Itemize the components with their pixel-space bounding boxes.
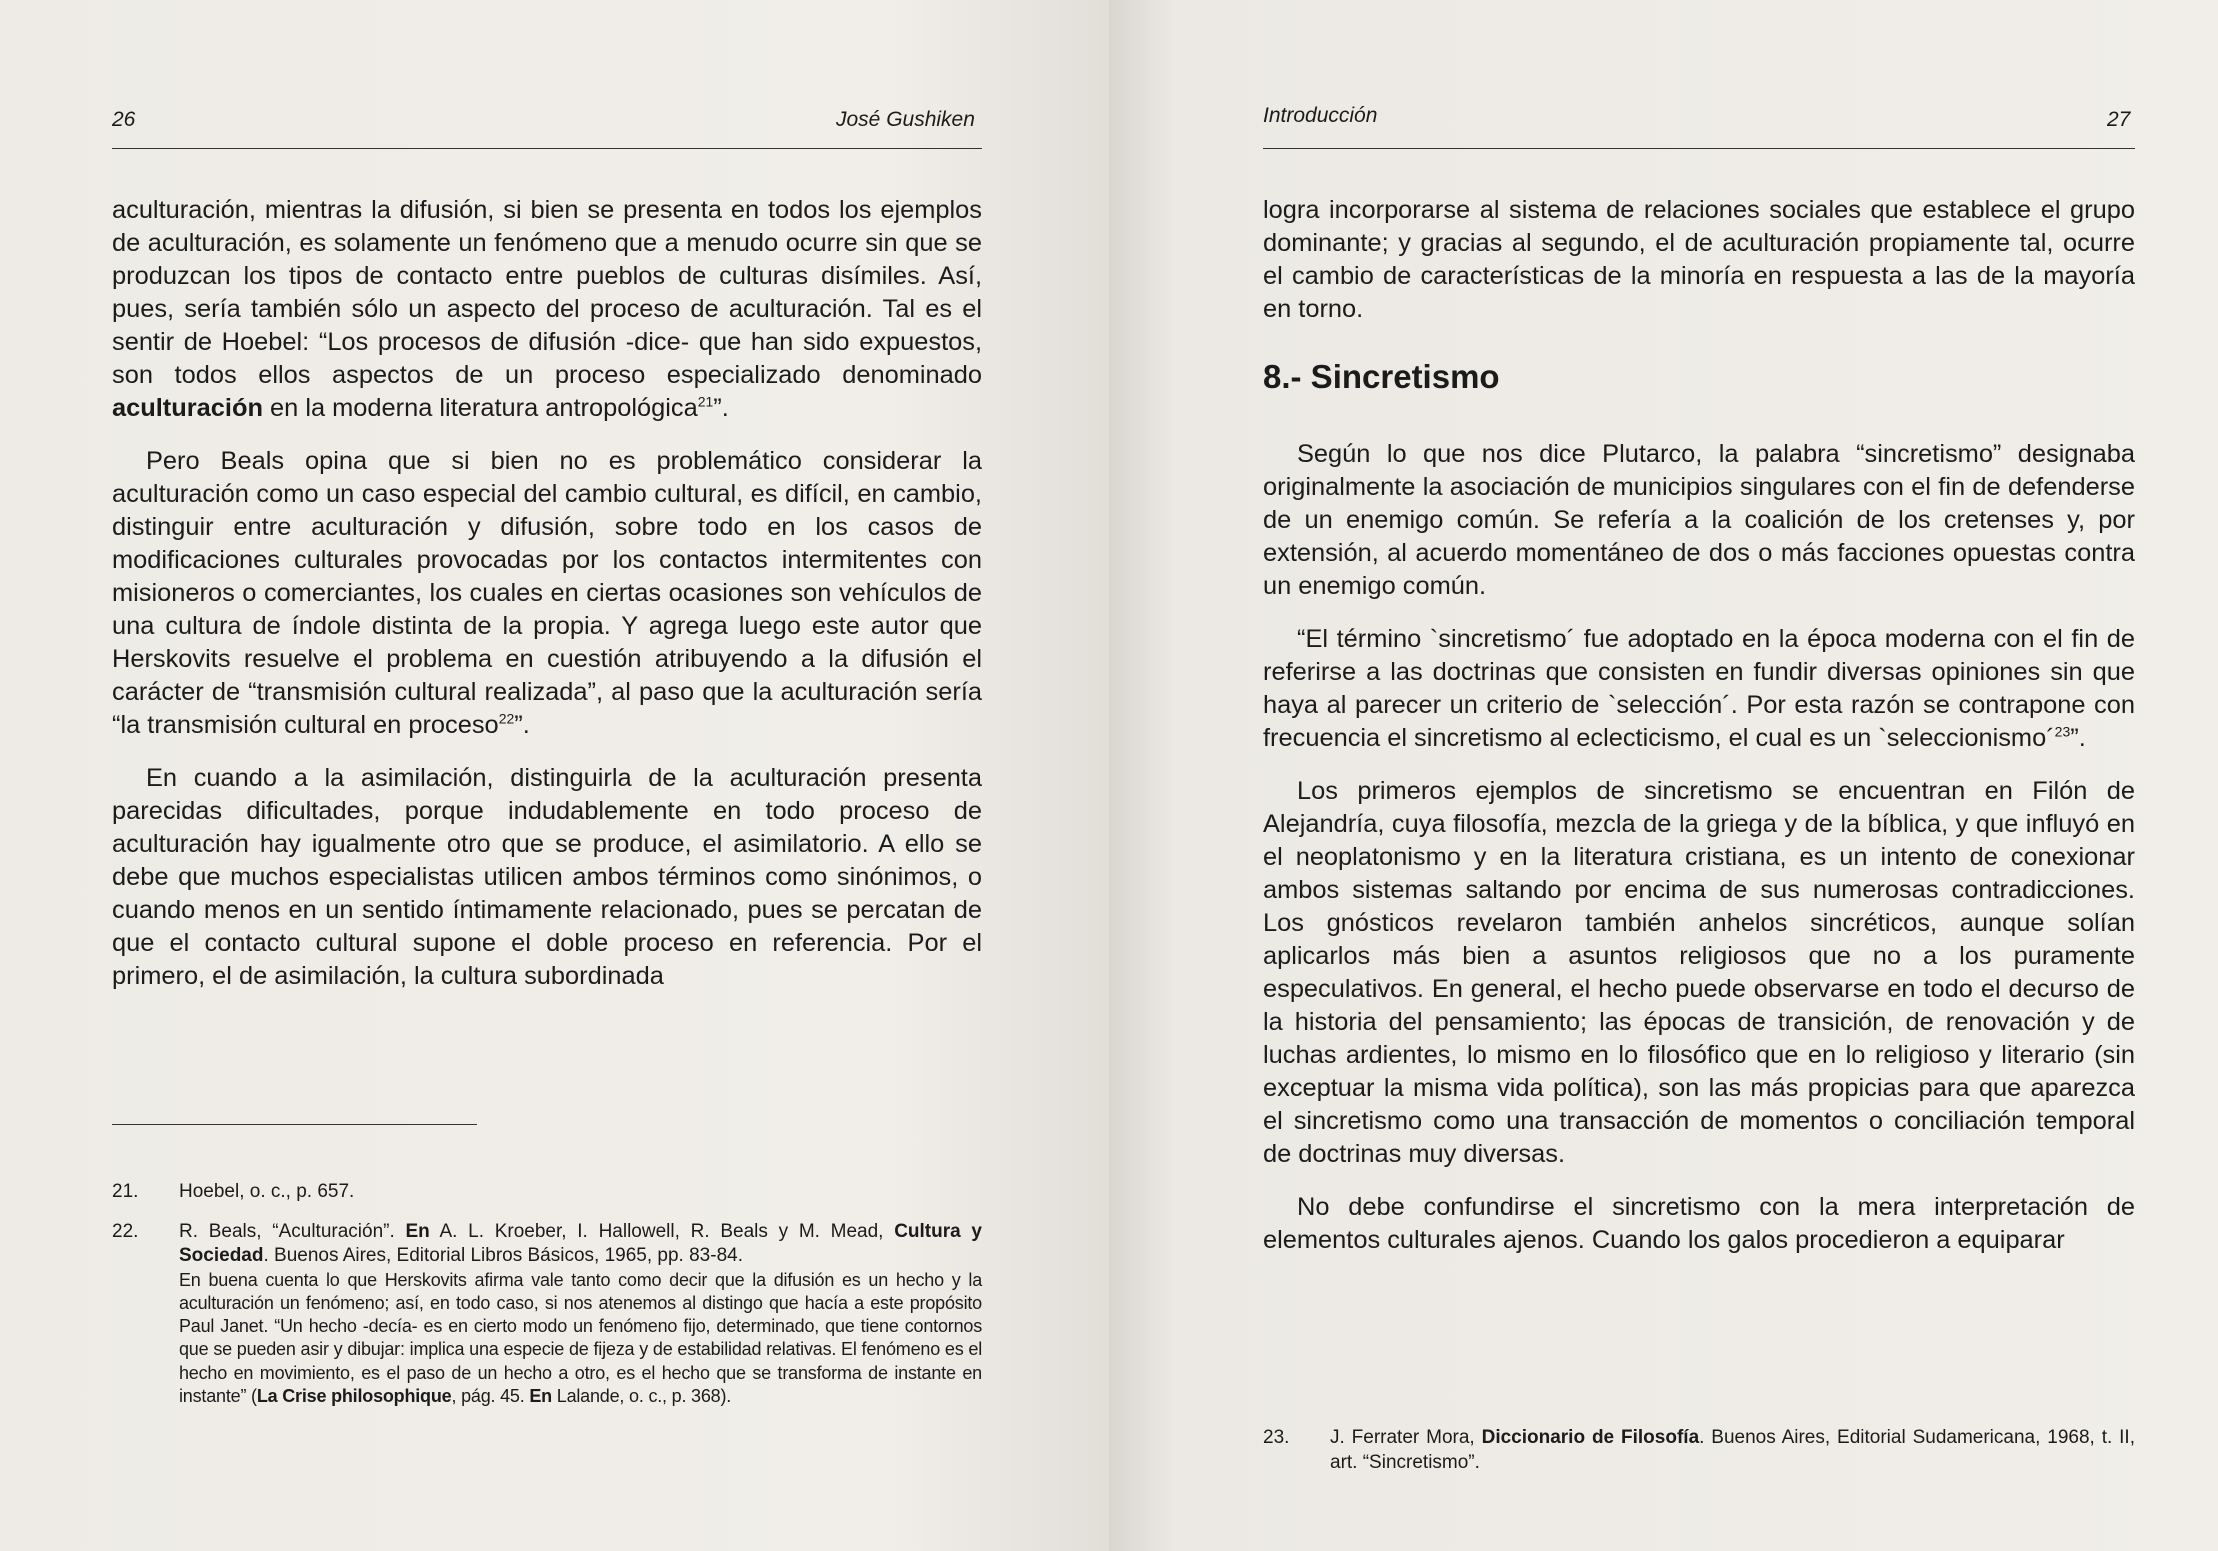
paragraph: logra incorporarse al sistema de relaciones sociales que establece el grupo dominante; y gracias al segundo, el de aculturación propiamente tal, ocurre el cambio de características de la minoría en respuesta a las de la mayoría en torno. [1263, 196, 2135, 323]
footnote-note: En buena cuenta lo que Herskovits afirma vale tanto como decir que la difusión es un hecho y la aculturación un fenómeno; así, en todo caso, si nos atenemos al distingo que hacía a este propósito Paul Janet. “Un hecho -decía- es en cierto modo un fenómeno fijo, determinado, que tiene contornos que se pueden asir y dibujar: implica una especie de fijeza y de estabilidad relativas. El fenómeno es el hecho en movimiento, es el paso de un hecho a otro, es el hecho que se transforma de instante en instante” (La Crise philosophique, pág. 45. En Lalande, o. c., p. 368). [179, 1269, 982, 1406]
right-page [1109, 0, 2218, 1551]
section-heading: 8.- Sincretismo [1263, 358, 1500, 395]
footnote-number: 21. [112, 1181, 139, 1202]
footnotes [112, 1180, 982, 1423]
footnote-text: J. Ferrater Mora, Diccionario de Filosofía. Buenos Aires, Editorial Sudamericana, 1968, t. II, art. “Sincretismo”. [1330, 1427, 2135, 1473]
footnotes [1263, 1426, 2135, 1490]
header-rule [112, 148, 982, 149]
paragraph: No debe confundirse el sincretismo con la mera interpretación de elementos culturales ajenos. Cuando los galos procedieron a equiparar [1263, 1193, 2135, 1254]
paragraph: aculturación, mientras la difusión, si bien se presenta en todos los ejemplos de aculturación, es solamente un fenómeno que a menudo ocurre sin que se produzcan los tipos de contacto entre pueblos de culturas disímiles. Así, pues, sería también sólo un aspecto del proceso de aculturación. Tal es el sentir de Hoebel: “Los procesos de difusión -dice- que han sido expuestos, son todos ellos aspectos de un proceso especializado denominado aculturación en la moderna literatura antropológica$^{21}$”. [112, 196, 982, 422]
paragraph: Según lo que nos dice Plutarco, la palabra “sincretismo” designaba originalmente la asociación de municipios singulares con el fin de defenderse de un enemigo común. Se refería a la coalición de los cretenses y, por extensión, al acuerdo momentáneo de dos o más facciones opuestas contra un enemigo común. [1263, 440, 2135, 600]
footnote-ref[interactable]: 21 [697, 393, 714, 410]
quote-paragraph: “El término `sincretismo´ fue adoptado en la época moderna con el fin de referirse a las doctrinas que consisten en fundir diversas opiniones sin que haya al parecer un criterio de `selección´. Por esta razón se contrapone con frecuencia el sincretismo al eclecticismo, el cual es un `seleccionismo´$^{23}$”. [1263, 625, 2135, 752]
footnote-ref[interactable]: 22 [498, 710, 515, 727]
intro-text [1263, 194, 2135, 326]
running-head: Introducción [1263, 104, 1378, 127]
running-head: José Gushiken [836, 108, 975, 131]
footnote-23 [1263, 1426, 2135, 1475]
paragraph: Pero Beals opina que si bien no es problemático considerar la aculturación como un caso especial del cambio cultural, es difícil, en cambio, distinguir entre aculturación y difusión, sobre todo en los casos de modificaciones culturales provocadas por los contactos intermitentes con misioneros o comerciantes, los cuales en ciertas ocasiones son vehículos de una cultura de índole distinta de la propia. Y agrega luego este autor que Herskovits resuelve el problema en cuestión atribuyendo a la difusión el carácter de “transmisión cultural realizada”, al paso que la aculturación sería “la transmisión cultural en proceso$^{22}$”. [112, 447, 982, 739]
footnote-text: R. Beals, “Aculturación”. En A. L. Kroeber, I. Hallowell, R. Beals y M. Mead, Cultura y Sociedad. Buenos Aires, Editorial Libros Básicos, 1965, pp. 83-84. En buena cuenta lo que Herskovits afirma vale tanto como decir que la difusión es un hecho y la aculturación un fenómeno; así, en todo caso, si nos atenemos al distingo que hacía a este propósito Paul Janet. “Un hecho -decía- es en cierto modo un fenómeno fijo, determinado, que tiene contornos que se pueden asir y dibujar: implica una especie de fijeza y de estabilidad relativas. El fenómeno es el hecho en movimiento, es el paso de un hecho a otro, es el hecho que se transforma de instante en instante” (La Crise philosophique, pág. 45. En Lalande, o. c., p. 368). [179, 1220, 982, 1409]
footnote-21 [112, 1180, 982, 1205]
page-number: 27 [2107, 108, 2131, 131]
main-text [112, 194, 982, 993]
footnote-number: 23. [1263, 1427, 1290, 1448]
footnote-number: 22. [112, 1220, 139, 1242]
paragraph: En cuando a la asimilación, distinguirla de la aculturación presenta parecidas dificultades, porque indudablemente en todo proceso de aculturación hay igualmente otro que se produce, el asimilatorio. A ello se debe que muchos especialistas utilicen ambos términos como sinónimos, o cuando menos en un sentido íntimamente relacionado, pues se percatan de que el contacto cultural supone el doble proceso en referencia. Por el primero, el de asimilación, la cultura subordinada [112, 764, 982, 990]
main-text [1263, 438, 2135, 1257]
footnote-ref[interactable]: 23 [2054, 723, 2071, 740]
page-number: 26 [112, 108, 136, 131]
header-rule [1263, 148, 2135, 149]
footnote-22 [112, 1220, 982, 1409]
paragraph: Los primeros ejemplos de sincretismo se encuentran en Filón de Alejandría, cuya filosofía, mezcla de la griega y de la bíblica, y que influyó en el neoplatonismo y en la literatura cristiana, es un intento de conexionar ambos sistemas saltando por encima de sus numerosas contradicciones. Los gnósticos revelaron también anhelos sincréticos, aunque solían aplicarlos más bien a asuntos religiosos que no a los puramente especulativos. En general, el hecho puede observarse en todo el decurso de la historia del pensamiento; las épocas de transición, de renovación y de luchas ardientes, lo mismo en lo filosófico que en lo religioso y literario (sin exceptuar la misma vida política), son las más propicias para que aparezca el sincretismo como una transacción de momentos o conciliación temporal de doctrinas muy diversas. [1263, 777, 2135, 1168]
footnote-text: Hoebel, o. c., p. 657. [179, 1181, 355, 1202]
footnote-rule [112, 1124, 477, 1125]
